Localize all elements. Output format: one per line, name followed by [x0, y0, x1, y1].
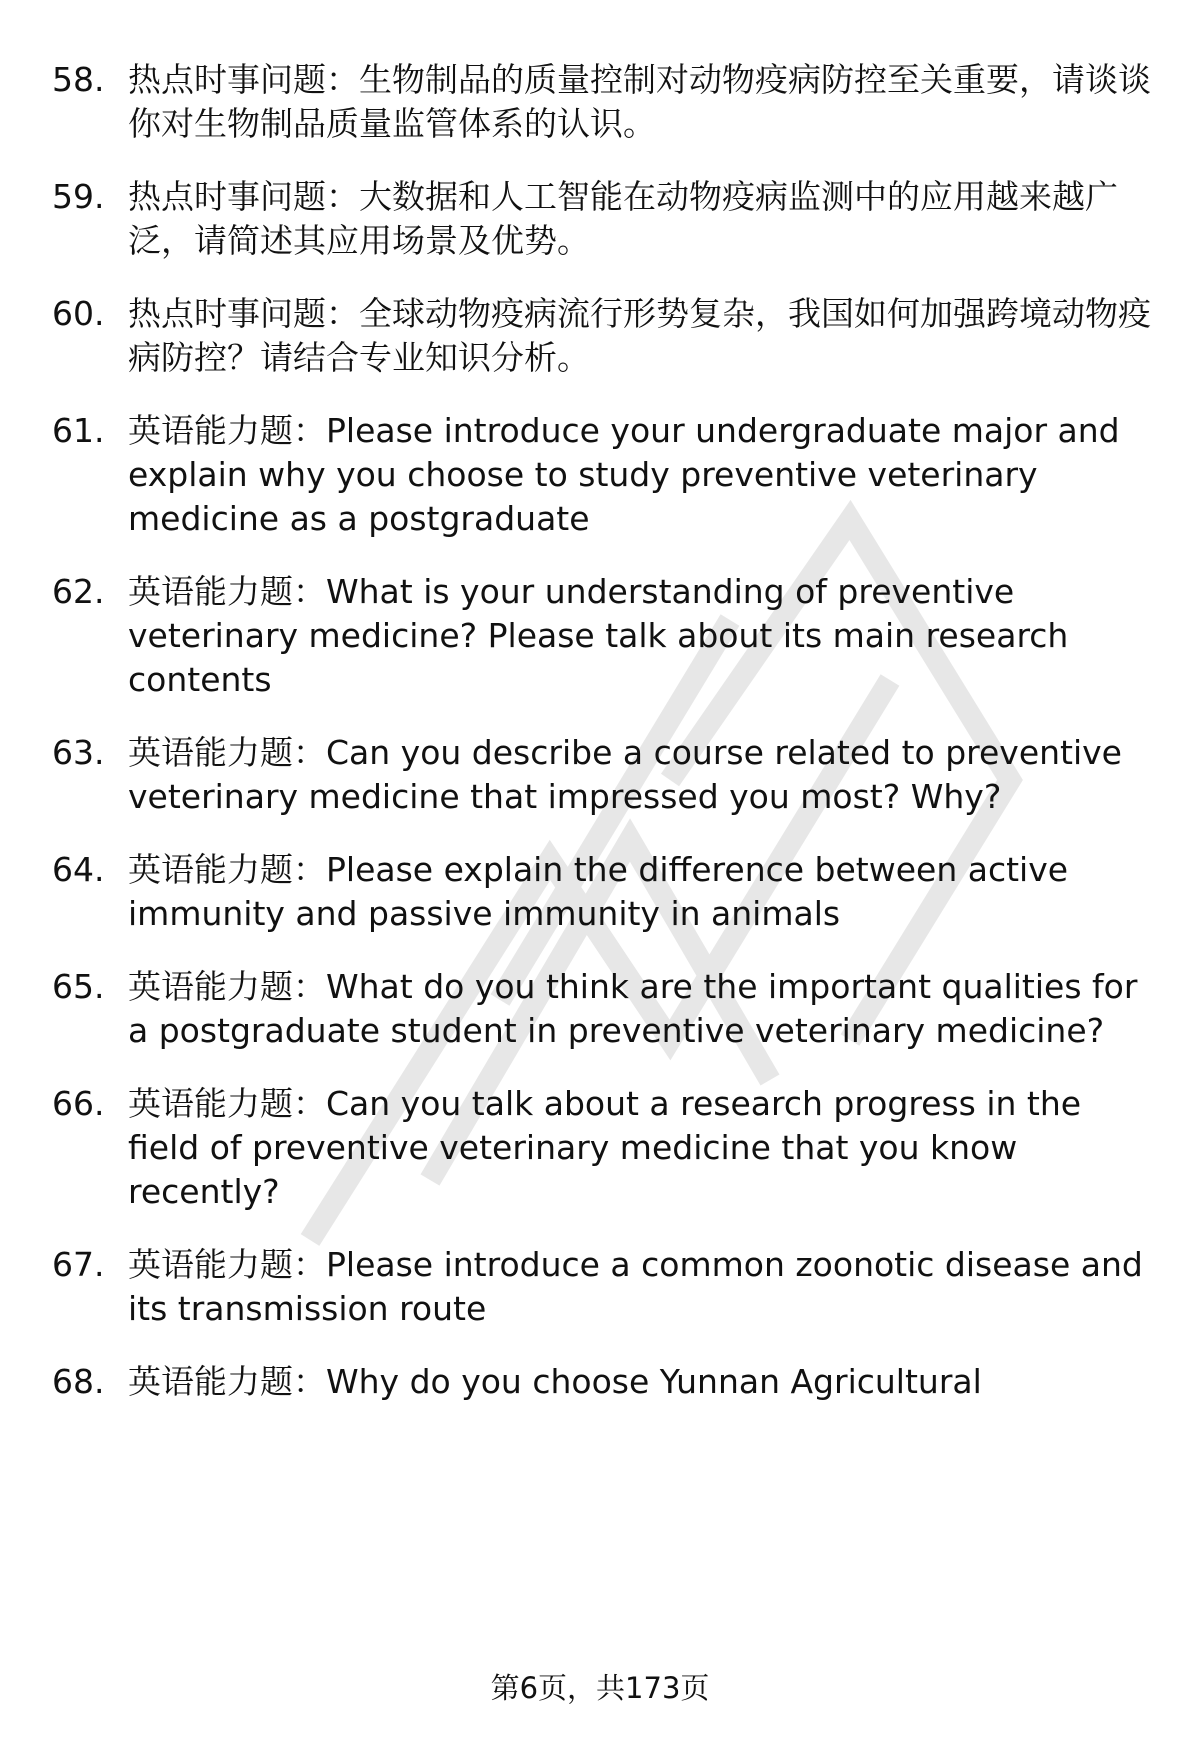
question-item	[0, 1243, 1200, 1331]
question-text: 英语能力题：What is your understanding of preventive veterinary medicine? Please talk about its main research contents	[128, 572, 1069, 699]
question-number: 59.	[52, 177, 105, 216]
question-list	[0, 58, 1200, 1433]
question-item	[0, 1082, 1200, 1214]
question-number: 60.	[52, 294, 105, 333]
question-item	[0, 570, 1200, 702]
question-number: 61.	[52, 411, 105, 450]
question-number: 67.	[52, 1245, 105, 1284]
question-text: 英语能力题：Please explain the difference between active immunity and passive immunity in animals	[128, 850, 1069, 933]
question-text: 英语能力题：Can you talk about a research progress in the field of preventive veterinary medicine that you know recently?	[128, 1084, 1082, 1211]
question-text: 英语能力题：Can you describe a course related to preventive veterinary medicine that impressed you most? Why?	[128, 733, 1122, 816]
question-number: 58.	[52, 60, 105, 99]
question-text: 热点时事问题：生物制品的质量控制对动物疫病防控至关重要，请谈谈你对生物制品质量监管体系的认识。	[128, 60, 1151, 143]
question-item	[0, 848, 1200, 936]
question-number: 66.	[52, 1084, 105, 1123]
question-item	[0, 175, 1200, 263]
question-number: 64.	[52, 850, 105, 889]
question-number: 62.	[52, 572, 105, 611]
question-item	[0, 58, 1200, 146]
question-number: 65.	[52, 967, 105, 1006]
question-text: 英语能力题：What do you think are the important qualities for a postgraduate student in preventive veterinary medicine?	[128, 967, 1138, 1050]
question-text: 英语能力题：Please introduce a common zoonotic disease and its transmission route	[128, 1245, 1143, 1328]
question-text: 热点时事问题：大数据和人工智能在动物疫病监测中的应用越来越广泛，请简述其应用场景及优势。	[128, 177, 1118, 260]
question-item	[0, 731, 1200, 819]
question-text: 英语能力题：Why do you choose Yunnan Agricultural	[128, 1362, 982, 1401]
question-item	[0, 292, 1200, 380]
question-text: 英语能力题：Please introduce your undergraduate major and explain why you choose to study preventive veterinary medicine as a postgraduate	[128, 411, 1120, 538]
question-item	[0, 409, 1200, 541]
question-item	[0, 965, 1200, 1053]
question-text: 热点时事问题：全球动物疫病流行形势复杂，我国如何加强跨境动物疫病防控？请结合专业知识分析。	[128, 294, 1151, 377]
page-number-footer: 第6页，共173页	[490, 1671, 710, 1705]
question-number: 68.	[52, 1362, 105, 1401]
question-item	[0, 1360, 1200, 1404]
question-number: 63.	[52, 733, 105, 772]
